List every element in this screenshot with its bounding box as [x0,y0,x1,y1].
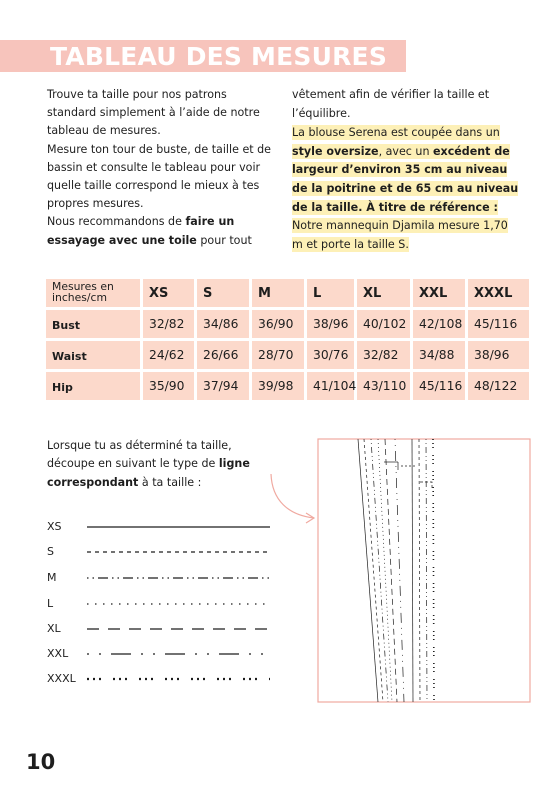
line-size-label: S [47,545,54,558]
size-header-cell-text: XXL [419,286,448,301]
size-header-cell-text: XL [363,286,382,301]
line-size-label: M [47,571,57,584]
table-value-cell-text: 38/96 [474,348,510,362]
continued-paragraph: vêtement afin de vérifier la taille et l’équilibre. [292,88,490,120]
page-number: 10 [26,750,56,774]
table-value-cell-text: 28/70 [258,348,294,362]
table-value-cell-text: 26/66 [203,348,239,362]
table-value-cell-text: 42/108 [419,317,463,331]
table-value-cell-text: 35/90 [149,379,185,393]
table-value-cell-text: 32/82 [149,317,185,331]
intro-bold-span: faire un essayage avec une toile [47,215,235,247]
table-value-cell-text: 24/62 [149,348,185,362]
hl-text: Notre mannequin Djamila mesure 1,70 m et porte la taille S. [292,219,508,251]
table-corner-cell-text: Mesures en inches/cm [52,280,114,304]
table-value-cell-text: 48/122 [474,379,518,393]
table-value-cell-text: 40/102 [363,317,407,331]
pattern-illustration [318,439,530,702]
page-title: TABLEAU DES MESURES [50,42,388,71]
hl-text: , avec un [378,144,434,158]
size-header-cell-text: XXXL [474,286,513,301]
size-header-cell-text: XS [149,286,169,301]
size-header-cell-text: S [203,286,213,301]
table-value-cell-text: 38/96 [313,317,349,331]
table-value-cell-text: 34/86 [203,317,239,331]
size-header-cell-text: M [258,286,271,301]
row-label-cell-text: Waist [52,350,87,363]
lines-intro-bold: ligne correspondant [47,457,250,489]
table-value-cell-text: 45/116 [474,317,518,331]
intro-paragraph-1: Trouve ta taille pour nos patrons standard simplement à l’aide de notre tableau de mesures. [47,88,260,138]
hl-bold: excédent de largeur d’environ 35 cm au niveau de la poitrine et de 65 cm au niveau de la taille. À titre de référence : [292,144,519,214]
table-value-cell-text: 43/110 [363,379,407,393]
row-label-cell-text: Bust [52,319,81,332]
line-size-label: XL [47,622,61,635]
table-value-cell-text: 41/104 [313,379,357,393]
size-header-cell-text: L [313,286,322,301]
table-value-cell-text: 37/94 [203,379,239,393]
lines-intro-text: à ta taille : [138,475,202,489]
table-value-cell-text: 45/116 [419,379,463,393]
curved-arrow-icon [271,474,314,523]
table-value-cell-text: 30/76 [313,348,349,362]
table-value-cell-text: 36/90 [258,317,294,331]
intro-paragraph-2: Mesure ton tour de buste, de taille et de bassin et consulte le tableau pour voir quelle taille correspond le mieux à tes propres mesures. [47,142,272,211]
table-value-cell-text: 39/98 [258,379,294,393]
line-size-label: L [47,597,54,610]
line-size-label: XXXL [47,672,76,685]
intro-text-span: pour tout [196,233,252,247]
hl-bold: style oversize [292,144,379,158]
line-size-label: XS [47,520,62,533]
table-value-cell-text: 34/88 [419,348,455,362]
table-value-cell-text: 32/82 [363,348,399,362]
line-size-label: XXL [47,647,69,660]
row-label-cell-text: Hip [52,381,73,394]
hl-text: La blouse Serena est coupée dans un [292,126,500,140]
lines-intro-text: Lorsque tu as déterminé ta taille, découpe en suivant le type de [47,439,232,471]
intro-text-span: Nous recommandons de [47,215,186,229]
